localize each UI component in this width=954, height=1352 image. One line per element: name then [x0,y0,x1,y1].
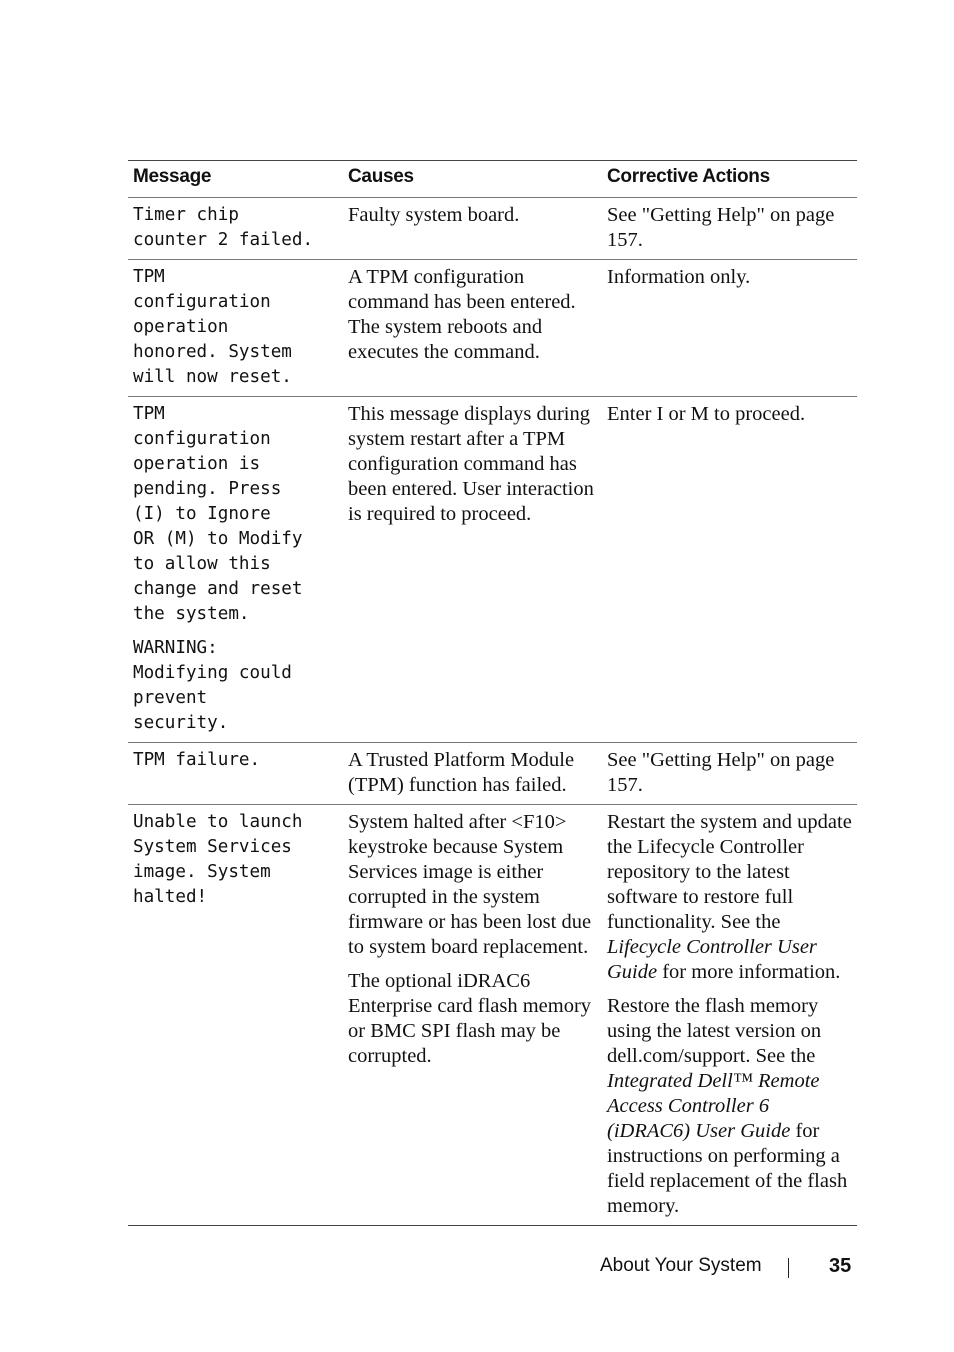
action-text [607,994,857,1219]
cause-text: A TPM configuration command has been entered. The system reboots and executes the command. [348,266,576,363]
table-row [128,260,857,397]
header-message: Message [133,166,212,187]
table-row [128,743,857,805]
action-text-part: Restore the flash memory using the latest version on dell.com/support. See the [607,995,822,1067]
guide-title: Lifecycle Controller User Guide [607,936,817,983]
action-text: Enter I or M to proceed. [607,403,806,425]
action-text: See "Getting Help" on page 157. [607,749,835,796]
table-row [128,198,857,260]
cause-text: This message displays during system restart after a TPM configuration command has been entered. User interaction is required to proceed. [348,403,594,525]
page-number: 35 [829,1254,852,1277]
action-text [607,810,857,985]
error-message-table [128,160,857,1226]
cause-text: Faulty system board. [348,204,520,226]
message-text: Timer chip counter 2 failed. [133,205,314,250]
message-text: TPM failure. [133,750,261,770]
action-text: See "Getting Help" on page 157. [607,204,835,251]
message-text: TPM configuration operation is pending. Press (I) to Ignore OR (M) to Modify to allow this change and reset the system. [133,404,303,624]
table-header [128,161,857,198]
footer-section-title: About Your System [600,1255,762,1276]
header-causes: Causes [348,166,414,187]
action-text-part: for more information. [657,961,841,983]
table-row [128,397,857,743]
message-text: Unable to launch System Services image. System halted! [133,812,303,907]
message-text: TPM configuration operation honored. System will now reset. [133,267,292,387]
table-row [128,805,857,1226]
footer-separator [788,1258,789,1278]
cause-text: The optional iDRAC6 Enterprise card flash memory or BMC SPI flash may be corrupted. [348,970,592,1067]
action-text-part: Restart the system and update the Lifecycle Controller repository to the latest software to restore full functionality. See the [607,811,852,933]
cause-text: System halted after <F10> keystroke because System Services image is either corrupted in the system firmware or has been lost due to system board replacement. [348,811,592,958]
guide-title: Integrated Dell™ Remote Access Controller 6 (iDRAC6) User Guide [607,1070,820,1142]
cause-text: A Trusted Platform Module (TPM) function has failed. [348,749,575,796]
page-footer [600,1254,852,1278]
action-text: Information only. [607,266,751,288]
header-corrective-actions: Corrective Actions [607,166,770,187]
message-warning-text: WARNING: Modifying could prevent security. [133,638,292,733]
action-text-part: for instructions on performing a field replacement of the flash memory. [607,1120,848,1217]
